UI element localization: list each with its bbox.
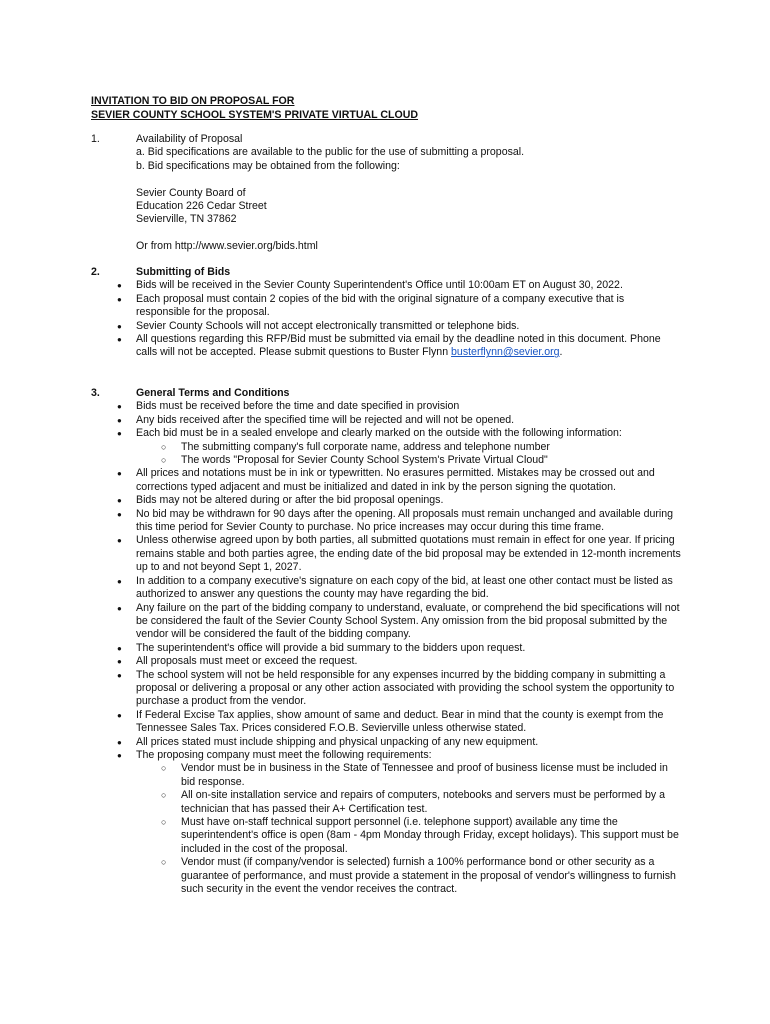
section-number: 2. [91, 266, 100, 278]
section-heading: Availability of Proposal [136, 133, 243, 145]
list-item: ● Bids will be received in the Sevier County Superintendent's Office until 10:00am ET on August 30, 2022. [136, 279, 681, 292]
section-heading: General Terms and Conditions [136, 387, 290, 399]
list-item: ● In addition to a company executive's signature on each copy of the bid, at least one other contact must be listed as authorized to answer any questions the county may have regarding the bid. [136, 575, 681, 602]
list-item [136, 333, 681, 360]
address-line-2: Education 226 Cedar Street [136, 200, 267, 213]
sub-list-item: ○ Must have on-staff technical support personnel (i.e. telephone support) available any time the superintendent's office is open (8am - 4pm Monday through Friday, except holidays). This support must be included in the cost of the proposal. [181, 816, 681, 856]
list-item: ● Unless otherwise agreed upon by both parties, all submitted quotations must remain in effect for one year. If pricing remains stable and both parties agree, the ending date of the bid proposal may be extended in 12-month increments up to and not beyond Sept 1, 2027. [136, 534, 681, 574]
bullet-list [136, 279, 681, 359]
sub-list-item: ○ All on-site installation service and repairs of computers, notebooks and servers must be performed by a technician that has passed their A+ Certification test. [181, 789, 681, 816]
list-item: ● Any bids received after the specified time will be rejected and will not be opened. [136, 414, 681, 427]
sub-list-item: ○ The words "Proposal for Sevier County School System's Private Virtual Cloud" [181, 454, 681, 467]
address-line-3: Sevierville, TN 37862 [136, 213, 237, 226]
section-body [136, 133, 681, 254]
list-item: ● Sevier County Schools will not accept electronically transmitted or telephone bids. [136, 320, 681, 333]
list-item: ● All prices and notations must be in ink or typewritten. No erasures permitted. Mistakes may be crossed out and corrections typed adjacent and must be initialized and dated in ink by the person signing the quotation. [136, 467, 681, 494]
section-number: 1. [91, 133, 100, 145]
sub-list [136, 762, 681, 896]
section-body [136, 266, 681, 360]
address-line-1: Sevier County Board of [136, 186, 246, 199]
list-item: ● If Federal Excise Tax applies, show amount of same and deduct. Bear in mind that the county is exempt from the Tennessee Sales Tax. Prices considered F.O.B. Sevierville unless otherwise stated. [136, 709, 681, 736]
list-item: ● All proposals must meet or exceed the request. [136, 655, 681, 668]
section-heading: Submitting of Bids [136, 266, 231, 278]
list-item: ● Bids must be received before the time and date specified in provision [136, 400, 681, 413]
list-item-text: Each bid must be in a sealed envelope and clearly marked on the outside with the following information: [136, 427, 622, 440]
section-body [136, 387, 681, 896]
list-item: ● The school system will not be held responsible for any expenses incurred by the bidding company in submitting a proposal or delivering a proposal or any other action associated with providing the school system the opportunity to purchase a product from the vendor. [136, 669, 681, 709]
list-item: ● Bids may not be altered during or after the bid proposal openings. [136, 494, 681, 507]
title-line-1: INVITATION TO BID ON PROPOSAL FOR [91, 95, 295, 107]
section-number: 3. [91, 387, 100, 399]
or-from-line: Or from http://www.sevier.org/bids.html [136, 240, 318, 253]
sub-list [136, 441, 681, 468]
list-item: ● Any failure on the part of the bidding company to understand, evaluate, or comprehend the bid specifications will not be considered the fault of the Sevier County School System. Any omission from the bid proposal submitted by the vendor will be considered the fault of the bidding company. [136, 602, 681, 642]
email-link[interactable]: busterflynn@sevier.org [451, 346, 560, 359]
list-item [136, 427, 681, 467]
list-item: ● No bid may be withdrawn for 90 days after the opening. All proposals must remain unchanged and available during this time period for Sevier County to purchase. No price increases may occur during this time frame. [136, 508, 681, 535]
sub-list-item: ○ Vendor must (if company/vendor is selected) furnish a 100% performance bond or other security as a guarantee of performance, and must provide a statement in the proposal of vendor's willingness to furnish such security in the event the vendor receives the contract. [181, 856, 681, 896]
sub-list-item: ○ Vendor must be in business in the State of Tennessee and proof of business license must be included in bid response. [181, 762, 681, 789]
list-item-text: The proposing company must meet the following requirements: [136, 748, 432, 761]
line-b: b. Bid specifications may be obtained from the following: [136, 159, 400, 172]
list-item: ● All prices stated must include shipping and physical unpacking of any new equipment. [136, 736, 681, 749]
list-item: ● Each proposal must contain 2 copies of the bid with the original signature of a company executive that is responsible for the proposal. [136, 293, 681, 320]
bullet-list [136, 400, 681, 896]
line-a: a. Bid specifications are available to the public for the use of submitting a proposal. [136, 146, 525, 159]
list-item [136, 749, 681, 896]
title-line-2: SEVIER COUNTY SCHOOL SYSTEM'S PRIVATE VIRTUAL CLOUD [91, 109, 419, 121]
list-item: ● The superintendent's office will provide a bid summary to the bidders upon request. [136, 642, 681, 655]
sub-list-item: ○ The submitting company's full corporate name, address and telephone number [181, 441, 681, 454]
document-title [91, 94, 418, 122]
list-item-text: All questions regarding this RFP/Bid must be submitted via email by the deadline noted in this document. Phone calls will not be accepted. Please submit questions to Buster Flynn [136, 333, 661, 359]
email-trailing: . [559, 346, 563, 359]
